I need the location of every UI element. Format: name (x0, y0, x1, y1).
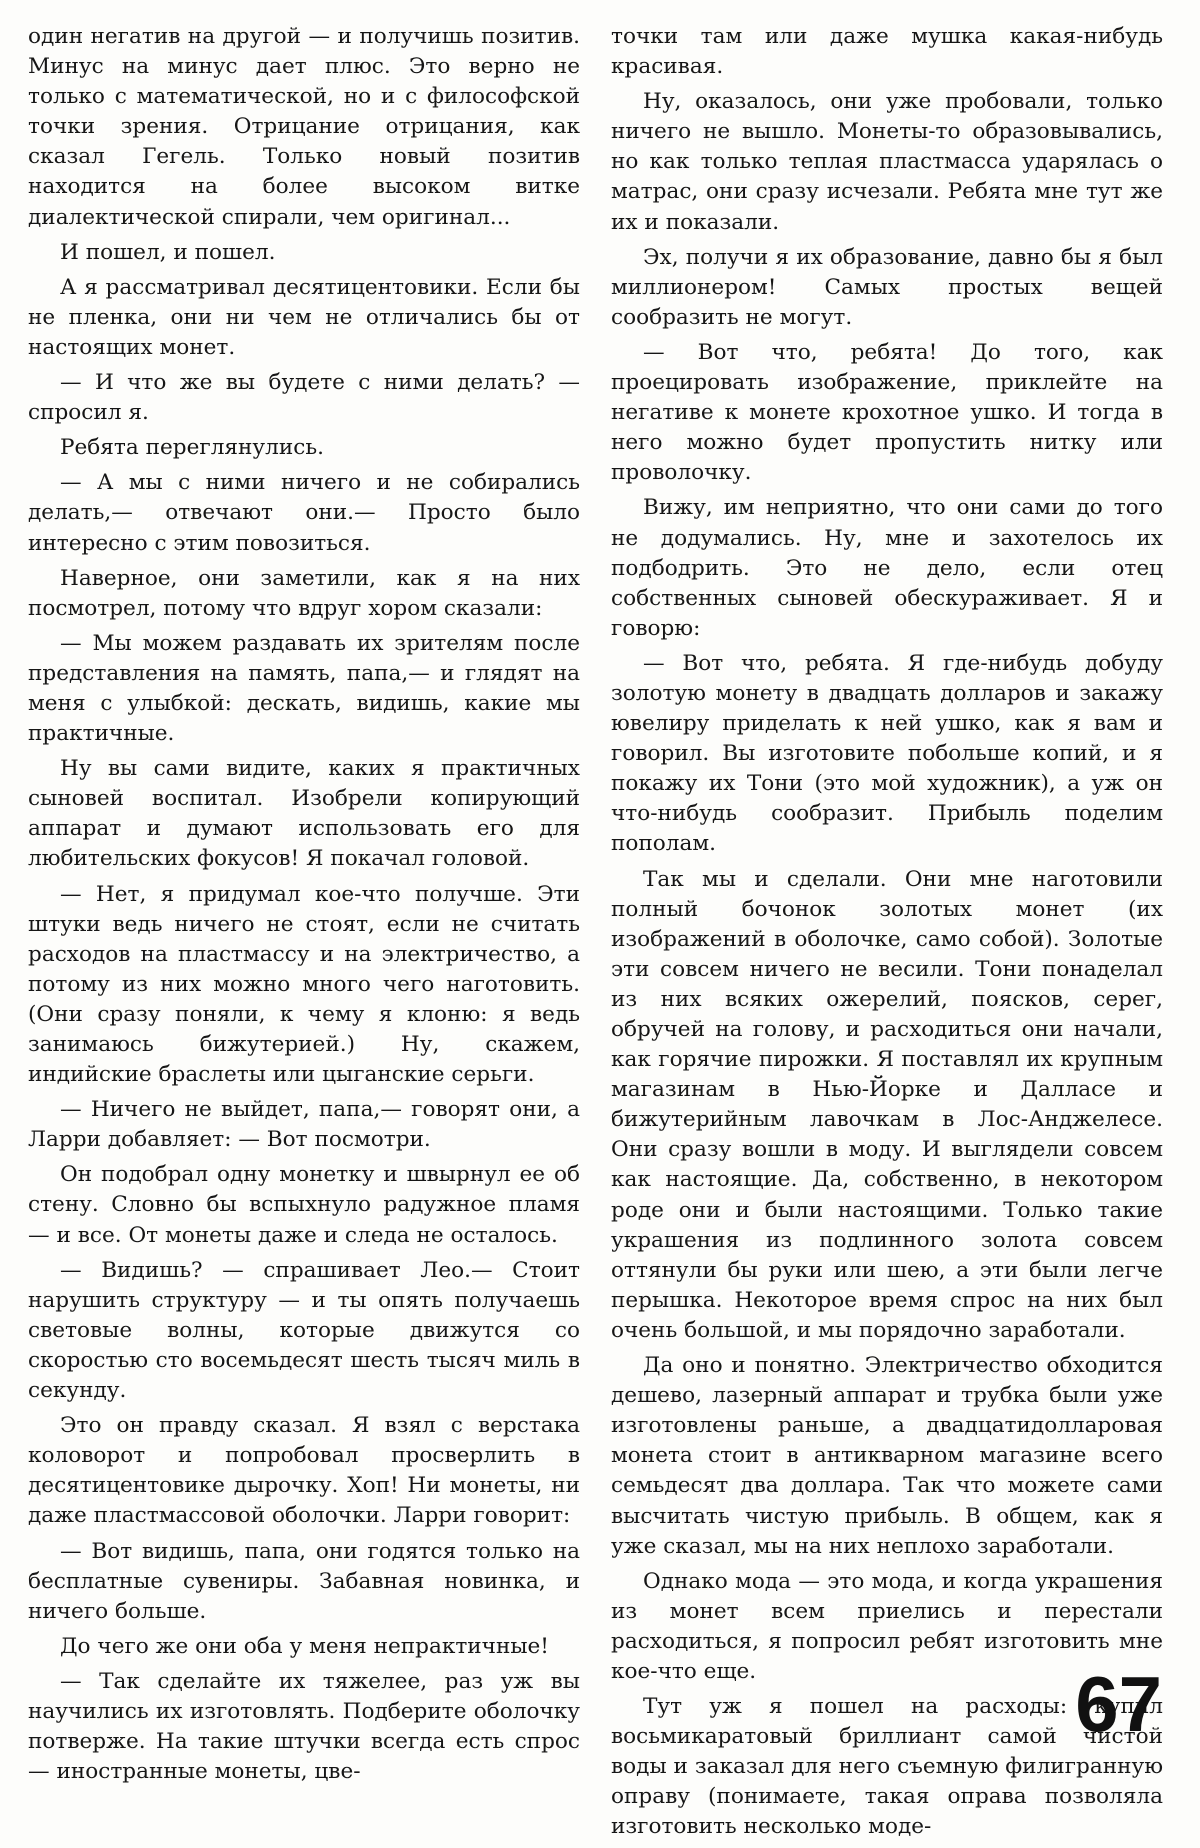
paragraph: До чего же они оба у меня непрактичные! (60, 1633, 549, 1659)
paragraph: — Вот что, ребята! До того, как проецировать изображение, приклейте на негативе к монете крохотное ушко. И тогда в него можно будет пропустить нитку или проволочку. (611, 339, 1163, 486)
paragraph: Наверное, они заметили, как я на них посмотрел, потому что вдруг хором сказали: (28, 565, 580, 621)
paragraph: Он подобрал одну монетку и швырнул ее об стену. Словно бы вспыхнуло радужное пламя — и все. От монеты даже и следа не осталось. (28, 1162, 580, 1248)
paragraph: — Так сделайте их тяжелее, раз уж вы научились их изготовлять. Подберите оболочку потверже. На такие штучки всегда есть спрос — иностранные монеты, цве- (28, 1668, 580, 1785)
paragraph: Так мы и сделали. Они мне наготовили полный бочонок золотых монет (их изображений в оболочке, само собой). Золотые эти совсем ничего не весили. Тони понаделал из них всяких ожерелий, поясков, серег, обручей на голову, и расходиться они начали, как горячие пирожки. Я поставлял их крупным магазинам в Нью-Йорке и Далласе и бижутерийным лавочкам в Лос-Анджелесе. Они сразу вошли в моду. И выглядели совсем как настоящие. Да, собственно, в некотором роде они и были настоящими. Только такие украшения из подлинного золота совсем оттянули бы руки или шею, а эти были легче перышка. Некоторое время спрос на них был очень большой, и мы порядочно заработали. (611, 866, 1163, 1343)
right-text-column (611, 22, 1163, 1848)
paragraph: точки там или даже мушка какая-нибудь красивая. (611, 24, 1163, 80)
paragraph: Вижу, им неприятно, что они сами до того не додумались. Ну, мне и захотелось их подбодрить. Это не дело, если отец собственных сыновей обескураживает. Я и говорю: (611, 495, 1163, 641)
paragraph: А я рассматривал десятицентовики. Если бы не пленка, они ни чем не отличались бы от настоящих монет. (28, 274, 580, 360)
paragraph: один негатив на другой — и получишь позитив. Минус на минус дает плюс. Это верно не только с математической, но и с философской точки зрения. Отрицание отрицания, как сказал Гегель. Только новый позитив находится на более высоком витке диалектической спирали, чем оригинал... (28, 24, 580, 230)
left-text-column (28, 22, 580, 1792)
paragraph: Ну, оказалось, они уже пробовали, только ничего не вышло. Монеты-то образовывались, но как только теплая пластмасса ударялась о матрас, они сразу исчезали. Ребята мне тут же их и показали. (611, 89, 1163, 235)
paragraph: — Вот что, ребята. Я где-нибудь добуду золотую монету в двадцать долларов и закажу ювелиру приделать к ней ушко, как я вам и говорил. Вы изготовите побольше копий, и я покажу их Тони (это мой художник), а уж он что-нибудь сообразит. Прибыль поделим пополам. (611, 650, 1163, 857)
paragraph: Это он правду сказал. Я взял с верстака коловорот и попробовал просверлить в десятицентовике дырочку. Хоп! Ни монеты, ни даже пластмассовой оболочки. Ларри говорит: (28, 1413, 580, 1529)
paragraph: — И что же вы будете с ними делать? — спросил я. (28, 370, 580, 426)
paragraph: Ну вы сами видите, каких я практичных сыновей воспитал. Изобрели копирующий аппарат и думают использовать его для любительских фокусов! Я покачал головой. (28, 756, 580, 872)
paragraph: — Вот видишь, папа, они годятся только на бесплатные сувениры. Забавная новинка, и ничего больше. (28, 1538, 580, 1624)
paragraph: Однако мода — это мода, и когда украшения из монет всем приелись и перестали расходиться, я попросил ребят изготовить мне кое-что еще. (611, 1568, 1163, 1684)
paragraph: Ребята переглянулись. (60, 435, 324, 461)
paragraph: — Ничего не выйдет, папа,— говорят они, а Ларри добавляет: — Вот посмотри. (28, 1097, 580, 1153)
paragraph: Эх, получи я их образование, давно бы я был миллионером! Самых простых вещей сообразить не могут. (611, 244, 1163, 330)
page-number: 67 (1075, 1660, 1162, 1748)
paragraph: И пошел, и пошел. (60, 239, 276, 265)
paragraph: — Нет, я придумал кое-что получше. Эти штуки ведь ничего не стоят, если не считать расходов на пластмассу и на электричество, а потому из них можно много чего наготовить. (Они сразу поняли, к чему я клоню: я ведь занимаюсь бижутерией.) Ну, скажем, индийские браслеты или цыганские серьги. (28, 881, 580, 1088)
paragraph: Да оно и понятно. Электричество обходится дешево, лазерный аппарат и трубка были уже изготовлены раньше, а двадцатидолларовая монета стоит в антикварном магазине всего семьдесят два доллара. Так что можете сами высчитать чистую прибыль. В общем, как я уже сказал, мы на них неплохо заработали. (611, 1353, 1163, 1559)
paragraph: Тут уж я пошел на расходы: купил восьмикаратовый бриллиант самой чистой воды и заказал для него съемную филигранную оправу (понимаете, такая оправа позволяла изготовить несколько моде- (611, 1694, 1163, 1840)
paragraph: — Мы можем раздавать их зрителям после представления на память, папа,— и глядят на меня с улыбкой: дескать, видишь, какие мы практичные. (28, 630, 580, 747)
paragraph: — Видишь? — спрашивает Лео.— Стоит нарушить структуру — и ты опять получаешь световые волны, которые движутся со скоростью сто восемьдесят шесть тысяч миль в секунду. (28, 1257, 580, 1404)
paragraph: — А мы с ними ничего и не собирались делать,— отвечают они.— Просто было интересно с этим повозиться. (28, 470, 580, 556)
